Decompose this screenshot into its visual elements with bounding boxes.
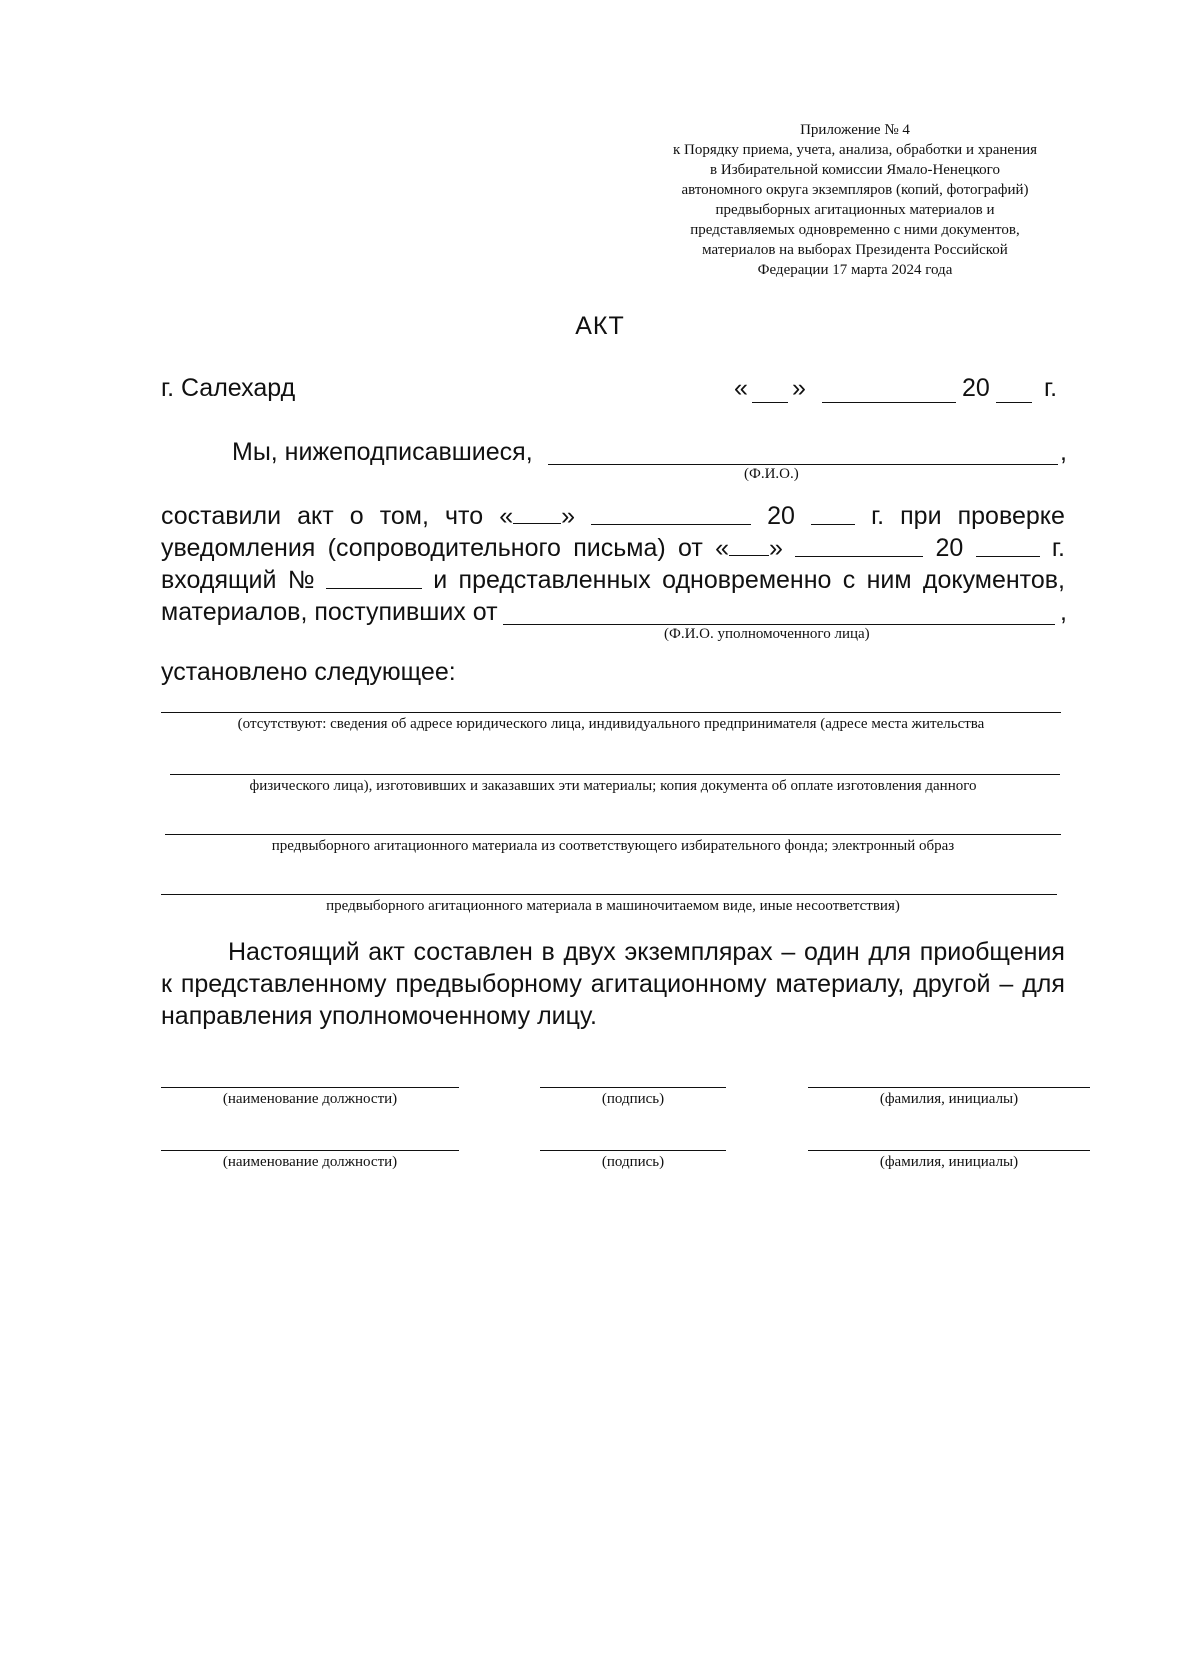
year-blank[interactable] bbox=[811, 500, 855, 525]
day-blank[interactable] bbox=[729, 533, 769, 556]
received-from-label: материалов, поступивших от bbox=[161, 598, 498, 626]
date-month-field[interactable] bbox=[822, 402, 956, 403]
body-word: о bbox=[349, 502, 364, 530]
signature-caption-1: (подпись) bbox=[601, 1091, 665, 1107]
names-field[interactable] bbox=[548, 464, 1058, 465]
closing-row-2 bbox=[161, 968, 1065, 1000]
closing-row-3: направления уполномоченному лицу. bbox=[161, 1002, 597, 1030]
closing-word: двух bbox=[563, 938, 616, 966]
body-row-3 bbox=[161, 564, 1065, 596]
appendix-line: предвыборных агитационных материалов и bbox=[715, 202, 995, 218]
document-title: АКТ bbox=[575, 312, 625, 340]
body-row-1 bbox=[161, 500, 1065, 532]
findings-line-2[interactable] bbox=[170, 774, 1060, 775]
closing-word: – bbox=[999, 970, 1014, 998]
closing-word: представленному bbox=[180, 970, 387, 998]
body-word: одновременно bbox=[662, 566, 832, 594]
closing-row-1 bbox=[228, 936, 1065, 968]
closing-word: Настоящий bbox=[228, 938, 360, 966]
body-word: проверке bbox=[957, 502, 1065, 530]
findings-line-4[interactable] bbox=[161, 894, 1057, 895]
month-blank[interactable] bbox=[591, 500, 751, 525]
closing-word: приобщения bbox=[919, 938, 1065, 966]
closing-word: другой bbox=[913, 970, 991, 998]
closing-word: материалу, bbox=[775, 970, 905, 998]
closing-word: составлен bbox=[413, 938, 533, 966]
findings-caption-3: предвыборного агитационного материала из соответствующего избирательного фонда; электронный образ bbox=[271, 838, 955, 854]
authorized-person-caption: (Ф.И.О. уполномоченного лица) bbox=[664, 626, 870, 642]
year-prefix: 20 bbox=[767, 502, 795, 530]
open-quote: « bbox=[499, 502, 514, 530]
appendix-line: материалов на выборах Президента Российской bbox=[702, 242, 1008, 258]
received-from-comma: , bbox=[1060, 598, 1067, 626]
date-year-field[interactable] bbox=[996, 402, 1032, 403]
findings-caption-1: (отсутствуют: сведения об адресе юридического лица, индивидуального предпринимателя (адресе места жительства bbox=[237, 716, 985, 732]
body-word: документов, bbox=[922, 566, 1065, 594]
close-quote: » bbox=[769, 534, 783, 562]
date-year-suffix: г. bbox=[1044, 374, 1058, 402]
body-row-2 bbox=[161, 532, 1065, 564]
appendix-line: Приложение № 4 bbox=[800, 122, 910, 138]
authorized-person-field[interactable] bbox=[503, 624, 1055, 625]
appendix-line: Федерации 17 марта 2024 года bbox=[757, 262, 953, 278]
name-field-1[interactable] bbox=[808, 1087, 1090, 1088]
body-word: что bbox=[445, 502, 484, 530]
body-word: с bbox=[842, 566, 856, 594]
date-close-quote: » bbox=[792, 374, 806, 402]
body-word: ним bbox=[866, 566, 912, 594]
findings-line-3[interactable] bbox=[165, 834, 1061, 835]
body-word: от bbox=[678, 534, 703, 562]
closing-word: – bbox=[781, 938, 796, 966]
names-caption: (Ф.И.О.) bbox=[744, 466, 799, 482]
appendix-line: к Порядку приема, учета, анализа, обработки и хранения bbox=[672, 142, 1038, 158]
date-day-field[interactable] bbox=[752, 402, 788, 403]
name-field-2[interactable] bbox=[808, 1150, 1090, 1151]
body-word: составили bbox=[161, 502, 282, 530]
open-quote: « bbox=[715, 534, 730, 562]
day-blank[interactable] bbox=[513, 501, 561, 524]
body-word: при bbox=[900, 502, 942, 530]
closing-word: агитационному bbox=[590, 970, 767, 998]
closing-word: акт bbox=[368, 938, 405, 966]
date-year-prefix: 20 bbox=[962, 374, 990, 402]
findings-caption-2: физического лица), изготовивших и заказавших эти материалы; копия документа об оплате изготовления данного bbox=[249, 778, 977, 794]
appendix-line: автономного округа экземпляров (копий, фотографий) bbox=[681, 182, 1029, 198]
body-word: представленных bbox=[458, 566, 651, 594]
close-quote: » bbox=[561, 502, 575, 530]
year-blank[interactable] bbox=[976, 532, 1040, 557]
body-word: том, bbox=[379, 502, 429, 530]
body-word: № bbox=[287, 566, 315, 594]
position-caption-2: (наименование должности) bbox=[222, 1154, 398, 1170]
closing-word: предвыборному bbox=[395, 970, 582, 998]
body-word: акт bbox=[297, 502, 334, 530]
position-caption-1: (наименование должности) bbox=[222, 1091, 398, 1107]
position-field-1[interactable] bbox=[161, 1087, 459, 1088]
closing-word: для bbox=[1022, 970, 1065, 998]
body-word: г. bbox=[871, 502, 885, 530]
names-comma: , bbox=[1060, 438, 1067, 466]
signature-caption-2: (подпись) bbox=[601, 1154, 665, 1170]
month-blank[interactable] bbox=[795, 532, 923, 557]
place-label: г. Салехард bbox=[161, 374, 296, 402]
closing-word: экземплярах bbox=[624, 938, 773, 966]
date-open-quote: « bbox=[734, 374, 748, 402]
established-label: установлено следующее: bbox=[161, 658, 456, 686]
incoming-number-blank[interactable] bbox=[326, 564, 422, 589]
appendix-line: представляемых одновременно с ними документов, bbox=[690, 222, 1020, 238]
signature-field-2[interactable] bbox=[540, 1150, 726, 1151]
body-word: и bbox=[433, 566, 448, 594]
name-caption-2: (фамилия, инициалы) bbox=[879, 1154, 1019, 1170]
appendix-line: в Избирательной комиссии Ямало-Ненецкого bbox=[710, 162, 1000, 178]
year-prefix: 20 bbox=[935, 534, 964, 562]
body-word: письма) bbox=[573, 534, 666, 562]
we-signed-label: Мы, нижеподписавшиеся, bbox=[232, 438, 533, 466]
body-word: г. bbox=[1051, 534, 1065, 562]
name-caption-1: (фамилия, инициалы) bbox=[879, 1091, 1019, 1107]
appendix-header bbox=[600, 120, 1110, 280]
closing-word: в bbox=[541, 938, 555, 966]
closing-word: один bbox=[803, 938, 860, 966]
signature-field-1[interactable] bbox=[540, 1087, 726, 1088]
closing-word: к bbox=[161, 970, 172, 998]
body-word: (сопроводительного bbox=[327, 534, 561, 562]
body-word: уведомления bbox=[161, 534, 316, 562]
findings-caption-4: предвыборного агитационного материала в машиночитаемом виде, иные несоответствия) bbox=[326, 898, 900, 914]
quoted-date-day bbox=[499, 500, 575, 532]
closing-word: для bbox=[868, 938, 912, 966]
quoted-date-day bbox=[715, 532, 783, 564]
position-field-2[interactable] bbox=[161, 1150, 459, 1151]
body-word: входящий bbox=[161, 566, 277, 594]
findings-line-1[interactable] bbox=[161, 712, 1061, 713]
